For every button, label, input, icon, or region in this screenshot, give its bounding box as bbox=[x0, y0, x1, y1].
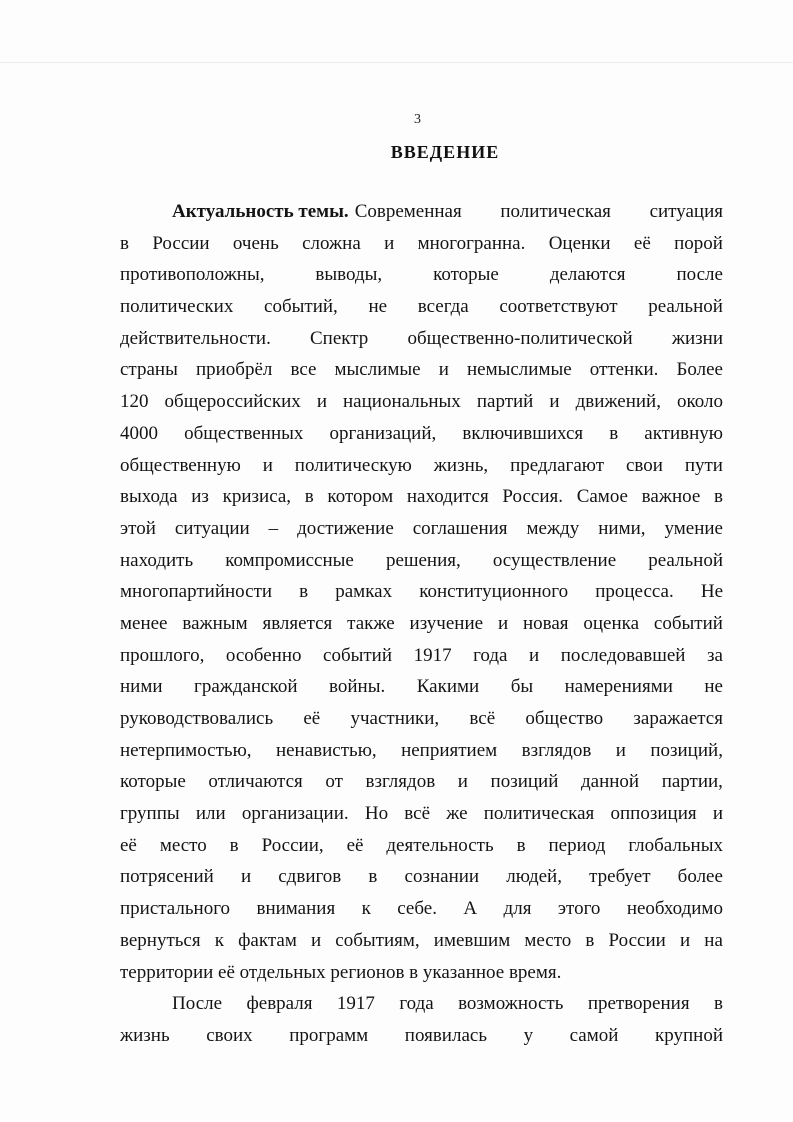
text-line bbox=[120, 988, 723, 1020]
word: и bbox=[712, 803, 723, 825]
text-line-content bbox=[120, 291, 723, 323]
text-line bbox=[120, 481, 723, 513]
text-line bbox=[120, 418, 723, 450]
text-line bbox=[120, 513, 723, 545]
word: всё bbox=[404, 803, 431, 825]
word: данной bbox=[580, 771, 640, 793]
word: в bbox=[299, 581, 309, 603]
text-line-content bbox=[120, 640, 723, 672]
word: которые bbox=[433, 264, 499, 286]
text-line-content bbox=[120, 513, 723, 545]
word: действительности. bbox=[120, 327, 271, 349]
word: важным bbox=[182, 612, 248, 634]
word: жизнь bbox=[120, 1024, 170, 1046]
word: также bbox=[347, 612, 395, 634]
paragraph-relevance bbox=[120, 196, 723, 988]
word: соглашения bbox=[412, 517, 508, 539]
word: партии, bbox=[661, 771, 723, 793]
scan-edge-line bbox=[0, 62, 793, 63]
word: ними, bbox=[598, 517, 646, 539]
word: Россия. bbox=[502, 486, 563, 508]
word: появилась bbox=[404, 1024, 487, 1046]
word: и bbox=[384, 232, 395, 254]
text-line bbox=[120, 323, 723, 355]
word: и bbox=[457, 771, 468, 793]
word: выхода bbox=[120, 486, 178, 508]
word: оппозиция bbox=[610, 803, 697, 825]
word: которые bbox=[120, 771, 186, 793]
word: конституционного bbox=[419, 581, 569, 603]
word: России bbox=[608, 929, 666, 951]
word: деятельность bbox=[386, 834, 494, 856]
word: и bbox=[549, 391, 560, 413]
word: России, bbox=[261, 834, 324, 856]
word: котором bbox=[327, 486, 394, 508]
text-line-content bbox=[120, 830, 723, 862]
word: соответствуют bbox=[499, 296, 618, 318]
word: года bbox=[473, 644, 508, 666]
word: России bbox=[152, 232, 210, 254]
word: позиций bbox=[490, 771, 559, 793]
word: и bbox=[310, 929, 322, 951]
text-line bbox=[120, 640, 723, 672]
word: гражданской bbox=[194, 676, 298, 698]
word: руководствовались bbox=[120, 708, 274, 729]
text-line-content bbox=[120, 671, 723, 703]
text-line-content bbox=[120, 450, 723, 482]
text-line bbox=[120, 450, 723, 482]
word: событий bbox=[653, 612, 723, 634]
word: организации. bbox=[241, 803, 349, 825]
word: выводы, bbox=[315, 264, 383, 286]
word: к bbox=[214, 929, 224, 951]
word: её bbox=[303, 708, 321, 729]
word: – bbox=[268, 517, 279, 539]
word: общественную bbox=[120, 454, 241, 476]
word: не bbox=[368, 296, 388, 318]
word: необходимо bbox=[626, 898, 723, 920]
word: программ bbox=[289, 1024, 369, 1046]
word: в bbox=[713, 486, 723, 508]
word: себе. bbox=[397, 898, 437, 920]
word: претворения bbox=[587, 993, 690, 1015]
word: ненавистью, bbox=[275, 739, 377, 761]
word: 1917 bbox=[413, 644, 452, 666]
word: нетерпимостью, bbox=[120, 739, 252, 761]
word: к bbox=[361, 898, 371, 920]
word: реальной bbox=[648, 296, 723, 318]
text-line bbox=[120, 545, 723, 577]
word: заражается bbox=[633, 708, 723, 729]
word: всегда bbox=[417, 296, 469, 318]
word: особенно bbox=[225, 644, 302, 666]
word: пристального bbox=[120, 898, 231, 920]
text-line bbox=[120, 766, 723, 798]
word: организаций, bbox=[329, 422, 437, 444]
word: и bbox=[679, 929, 691, 951]
word: приобрёл bbox=[195, 359, 273, 381]
word: жизни bbox=[671, 327, 723, 349]
word: февраля bbox=[246, 993, 313, 1015]
word: этого bbox=[557, 898, 601, 920]
body-text bbox=[120, 196, 723, 1052]
word: включившихся bbox=[462, 422, 584, 444]
text-line bbox=[120, 830, 723, 862]
word: намерениями bbox=[564, 676, 673, 698]
word: многогранна. bbox=[417, 232, 526, 254]
text-line-content bbox=[120, 576, 723, 608]
word: находится bbox=[406, 486, 489, 508]
text-line-content: территории её отдельных регионов в указанное время. bbox=[120, 961, 562, 983]
text-line bbox=[120, 576, 723, 608]
word: неприятием bbox=[401, 739, 498, 761]
text-line-content bbox=[120, 259, 723, 291]
word: участники, bbox=[350, 708, 440, 729]
word: менее bbox=[120, 612, 168, 634]
word: крупной bbox=[655, 1024, 723, 1046]
word: оценка bbox=[583, 612, 640, 634]
word: глобальных bbox=[628, 834, 723, 856]
word: Но bbox=[364, 803, 389, 825]
word: взглядов bbox=[365, 771, 436, 793]
word: место bbox=[159, 834, 207, 856]
word: в bbox=[609, 422, 619, 444]
word: Более bbox=[676, 359, 723, 381]
word: прошлого, bbox=[120, 644, 205, 666]
word: фактам bbox=[238, 929, 297, 951]
word: оттенки. bbox=[589, 359, 659, 381]
word: мыслимые bbox=[334, 359, 421, 381]
word: делаются bbox=[549, 264, 626, 286]
word: национальных bbox=[343, 391, 461, 413]
word: и bbox=[438, 359, 449, 381]
word: в bbox=[304, 486, 314, 508]
word: движений, bbox=[575, 391, 661, 413]
word: реальной bbox=[648, 549, 723, 571]
word: политическую bbox=[294, 454, 412, 476]
word: свои bbox=[625, 454, 663, 476]
word: процесса. bbox=[595, 581, 674, 603]
text-line bbox=[120, 196, 723, 228]
text-line-content bbox=[120, 1020, 723, 1052]
word: около bbox=[676, 391, 723, 413]
word: этой bbox=[120, 517, 156, 539]
text-line-content bbox=[120, 481, 723, 513]
word: в bbox=[713, 993, 723, 1015]
word: войны. bbox=[329, 676, 386, 698]
word: людей, bbox=[506, 866, 562, 888]
text-line-content bbox=[120, 228, 723, 260]
word: у bbox=[523, 1024, 534, 1046]
word: сознании bbox=[404, 866, 480, 888]
text-line-content bbox=[120, 861, 723, 893]
word: внимания bbox=[256, 898, 336, 920]
word: общероссийских bbox=[164, 391, 301, 413]
word: новая bbox=[522, 612, 569, 634]
word: после bbox=[676, 264, 723, 286]
word: важное bbox=[641, 486, 701, 508]
word: её bbox=[346, 834, 364, 856]
word: Спектр bbox=[309, 327, 369, 349]
text-line-content bbox=[172, 988, 723, 1020]
word: от bbox=[325, 771, 343, 793]
word: сложна bbox=[302, 232, 361, 254]
word: не bbox=[704, 676, 723, 698]
word: из bbox=[191, 486, 209, 508]
word: жизнь, bbox=[433, 454, 489, 476]
text-line bbox=[120, 354, 723, 386]
word: требует bbox=[589, 866, 651, 888]
word: После bbox=[172, 993, 223, 1015]
word: 120 bbox=[120, 391, 149, 413]
word: позиций, bbox=[650, 739, 723, 761]
word: на bbox=[704, 929, 723, 951]
word: общественных bbox=[184, 422, 304, 444]
word: умение bbox=[664, 517, 723, 539]
word: Не bbox=[700, 581, 723, 603]
word: период bbox=[548, 834, 606, 856]
word: и bbox=[615, 739, 626, 761]
page-number: 3 bbox=[414, 112, 421, 127]
word: 4000 bbox=[120, 422, 158, 444]
word: всё bbox=[469, 708, 496, 729]
word: же bbox=[446, 803, 468, 825]
word: имевшим bbox=[433, 929, 511, 951]
text-line bbox=[120, 291, 723, 323]
word: немыслимые bbox=[466, 359, 572, 381]
word: А bbox=[463, 898, 478, 920]
word: взглядов bbox=[521, 739, 592, 761]
word: противоположны, bbox=[120, 264, 265, 286]
word: её bbox=[120, 834, 137, 856]
word: её bbox=[633, 232, 651, 254]
word: все bbox=[290, 359, 317, 381]
word: вернуться bbox=[120, 929, 201, 951]
word: между bbox=[526, 517, 580, 539]
word: группы bbox=[120, 803, 180, 825]
word: и bbox=[262, 454, 273, 476]
word: ними bbox=[120, 676, 163, 698]
word: общество bbox=[525, 708, 604, 729]
text-line-content bbox=[120, 703, 723, 735]
word: событий bbox=[323, 644, 393, 666]
word: более bbox=[677, 866, 723, 888]
word: в bbox=[368, 866, 378, 888]
word: в bbox=[229, 834, 239, 856]
text-line bbox=[120, 259, 723, 291]
word: событиям, bbox=[335, 929, 420, 951]
word: кризиса, bbox=[222, 486, 292, 508]
word: Самое bbox=[576, 486, 628, 508]
text-line bbox=[120, 386, 723, 418]
word: последовавшей bbox=[560, 644, 686, 666]
word: в bbox=[585, 929, 595, 951]
word: возможность bbox=[458, 993, 564, 1015]
word: и bbox=[497, 612, 509, 634]
word: политическая bbox=[483, 803, 595, 825]
text-line bbox=[120, 925, 723, 957]
word: порой bbox=[674, 232, 723, 254]
word: Оценки bbox=[548, 232, 611, 254]
word: политическая bbox=[500, 201, 611, 222]
text-line-content bbox=[120, 608, 723, 640]
text-line-content bbox=[120, 354, 723, 386]
text-line bbox=[120, 703, 723, 735]
word: компромиссные bbox=[225, 549, 354, 571]
word: политических bbox=[120, 296, 234, 318]
text-line bbox=[120, 861, 723, 893]
word: осуществление bbox=[492, 549, 617, 571]
text-line-content bbox=[355, 196, 723, 228]
text-line bbox=[120, 228, 723, 260]
word: самой bbox=[569, 1024, 619, 1046]
word: партий bbox=[476, 391, 534, 413]
word: является bbox=[262, 612, 333, 634]
word: за bbox=[707, 644, 723, 666]
word: Какими bbox=[416, 676, 480, 698]
text-line-content bbox=[120, 893, 723, 925]
word: Современная bbox=[354, 201, 462, 222]
word: страны bbox=[120, 359, 178, 381]
word: рамках bbox=[335, 581, 393, 603]
word: или bbox=[195, 803, 226, 825]
word: ситуации bbox=[174, 517, 250, 539]
text-line bbox=[120, 1020, 723, 1052]
text-line-content bbox=[120, 323, 723, 355]
section-title: ВВЕДЕНИЕ bbox=[390, 142, 500, 162]
word: решения, bbox=[385, 549, 461, 571]
text-line bbox=[120, 798, 723, 830]
text-line bbox=[120, 608, 723, 640]
text-line-content bbox=[120, 418, 723, 450]
word: очень bbox=[232, 232, 279, 254]
word: и bbox=[316, 391, 327, 413]
word: года bbox=[399, 993, 434, 1015]
word: для bbox=[503, 898, 532, 920]
word: и bbox=[240, 866, 252, 888]
word: в bbox=[516, 834, 526, 856]
word: ситуация bbox=[649, 201, 723, 222]
word: предлагают bbox=[510, 454, 605, 476]
word: событий, bbox=[264, 296, 338, 318]
word: активную bbox=[644, 422, 723, 444]
text-line-content bbox=[120, 766, 723, 798]
text-line-content bbox=[120, 545, 723, 577]
word: бы bbox=[510, 676, 534, 698]
text-line bbox=[120, 671, 723, 703]
word: изучение bbox=[409, 612, 484, 634]
word: многопартийности bbox=[120, 581, 273, 603]
word: находить bbox=[120, 549, 194, 571]
text-line-content bbox=[120, 735, 723, 767]
word: пути bbox=[684, 454, 723, 476]
text-line bbox=[120, 735, 723, 767]
word: и bbox=[529, 644, 540, 666]
text-line bbox=[120, 957, 723, 989]
paragraph-lead-heading: Актуальность темы. bbox=[172, 201, 349, 222]
word: отличаются bbox=[208, 771, 303, 793]
word: своих bbox=[206, 1024, 253, 1046]
word: 1917 bbox=[336, 993, 375, 1015]
text-line-content bbox=[120, 925, 723, 957]
word: общественно-политической bbox=[407, 327, 633, 349]
word: сдвигов bbox=[278, 866, 342, 888]
word: достижение bbox=[297, 517, 394, 539]
word: потрясений bbox=[120, 866, 214, 888]
word: в bbox=[120, 232, 129, 254]
text-line-content bbox=[120, 798, 723, 830]
word: место bbox=[524, 929, 572, 951]
paragraph-after-february bbox=[120, 988, 723, 1051]
text-line-content bbox=[120, 386, 723, 418]
text-line bbox=[120, 893, 723, 925]
